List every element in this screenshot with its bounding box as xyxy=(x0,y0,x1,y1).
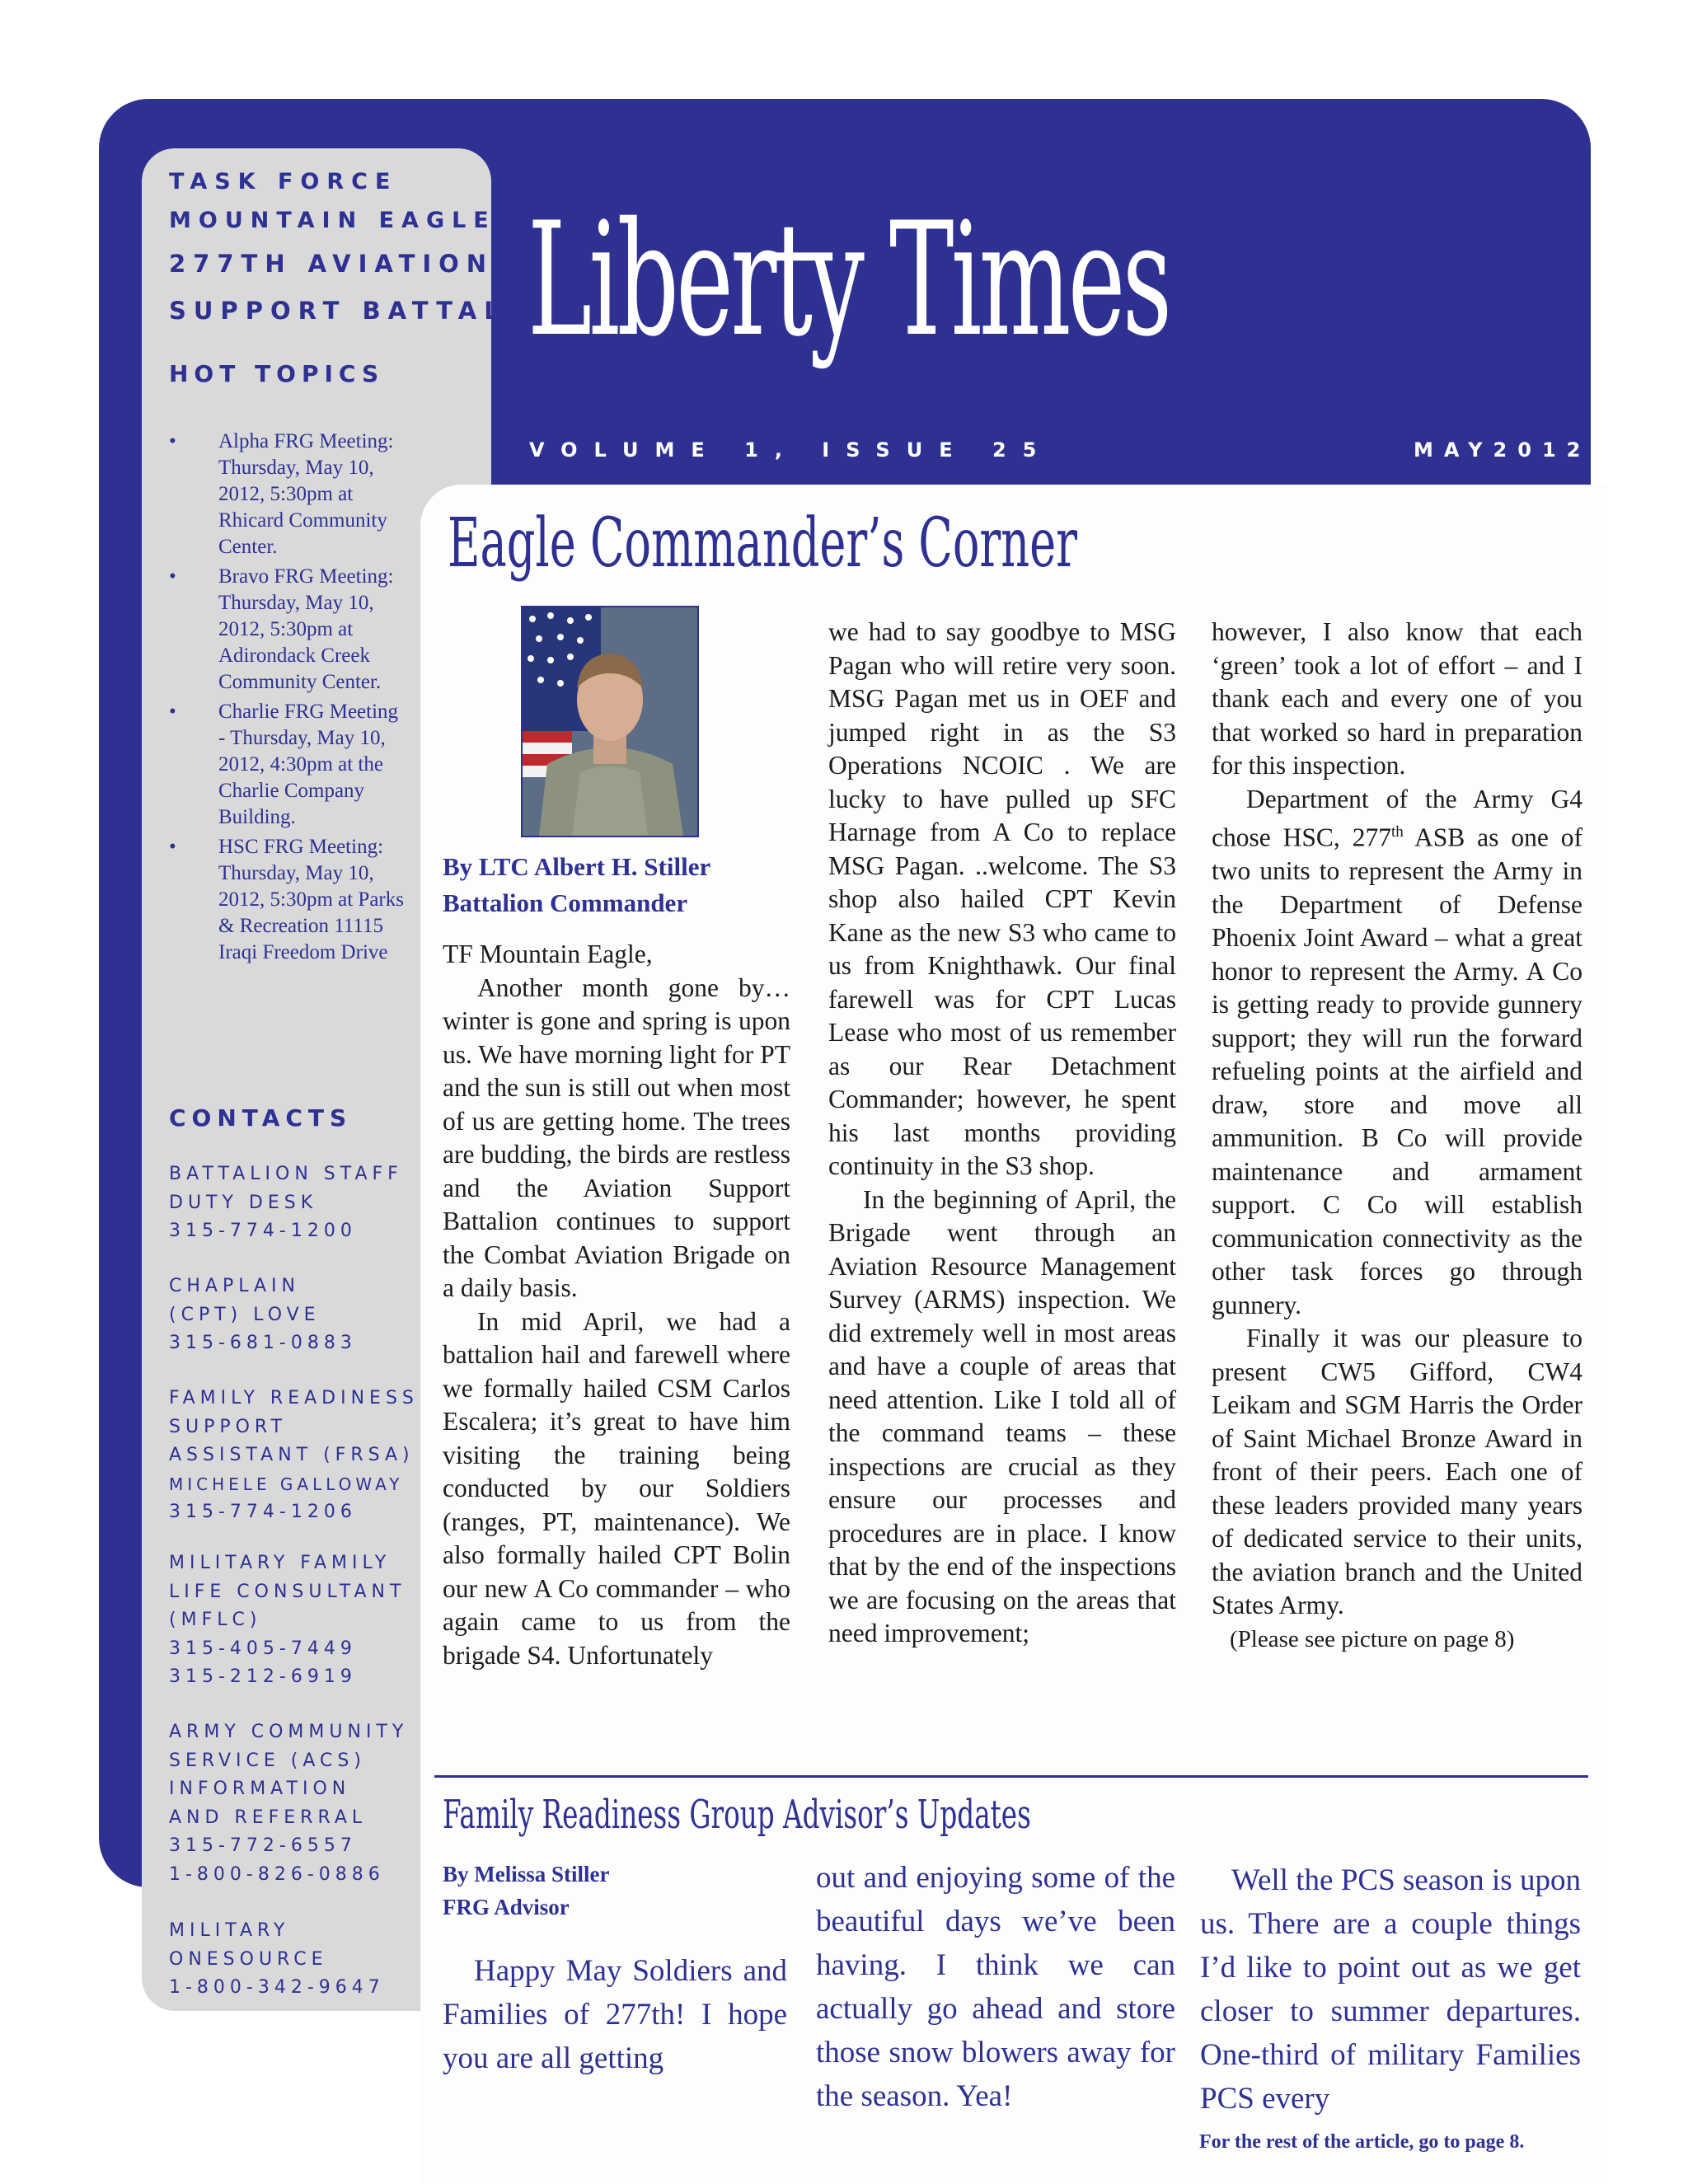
list-item xyxy=(169,834,408,966)
contact-phone: 315-774-1206 xyxy=(169,1502,357,1522)
contact-line: LIFE CONSULTANT xyxy=(169,1581,406,1602)
article-headline: Eagle Commander’s Corner xyxy=(448,504,1078,583)
bullet-icon: • xyxy=(169,565,176,588)
contact-phone: 1-800-342-9647 xyxy=(169,1977,385,1998)
unit-name-line-3: 277TH AVIATION xyxy=(169,250,495,278)
hot-topic-text: Alpha FRG Meeting: Thursday, May 10, 2012, 5:30pm at Rhicard Community Center. xyxy=(218,430,394,558)
contact-chaplain xyxy=(169,1272,357,1358)
article-paragraph: we had to say goodbye to MSG Pagan who will retire very soon. MSG Pagan met us in OEF and jumped right in as the S3 Operations NCOIC . We are lucky to have pulled up SFC Harnage from A Co to replace MSG Pagan. ..welcome. The S3 shop also hailed CPT Kevin Kane as the new S3 who came to us from Knighthawk. Our final farewell was for CPT Lucas Lease who most of us remember as our Rear Detachment Commander; however, he spent his last months providing continuity in the S3 shop. xyxy=(828,617,1176,1180)
contact-phone: 315-212-6919 xyxy=(169,1666,357,1687)
contact-line: (CPT) LOVE xyxy=(169,1304,321,1325)
continued-note: For the rest of the article, go to page 8. xyxy=(1199,2131,1525,2153)
contact-battalion-staff xyxy=(169,1160,403,1246)
article-byline xyxy=(443,849,789,921)
list-item xyxy=(169,699,408,831)
article-paragraph: Finally it was our pleasure to present CW5 Gifford, CW4 Leikam and SGM Harris the Order of Saint Michael Bronze Award in front of their peers. Each one of these leaders provided many years of dedicated service to their units, the aviation branch and the United States Army. xyxy=(1212,1324,1582,1619)
contact-line: AND REFERRAL xyxy=(169,1807,368,1828)
author-title: Battalion Commander xyxy=(443,888,688,917)
frg-column-1 xyxy=(443,1949,787,2080)
contact-line: BATTALION STAFF xyxy=(169,1164,403,1184)
contact-line: FAMILY READINESS xyxy=(169,1388,419,1408)
article-paragraph: however, I also know that each ‘green’ took a lot of effort – and I thank each and every one of you that worked so hard in preparation for this inspection. xyxy=(1212,617,1582,780)
contact-phone: 315-681-0883 xyxy=(169,1333,357,1353)
author-title: FRG Advisor xyxy=(443,1895,570,1919)
hot-topics-heading: HOT TOPICS xyxy=(169,360,385,387)
hot-topic-text: Charlie FRG Meeting - Thursday, May 10, 2012, 4:30pm at the Charlie Company Building. xyxy=(218,701,399,828)
article-paragraph: Well the PCS season is upon us. There are a couple things I’d like to point out as we get closer to summer departures. One-third of military Families PCS every xyxy=(1200,1863,1581,2116)
frg-column-2 xyxy=(816,1856,1175,2118)
contact-phone: 315-405-7449 xyxy=(169,1638,357,1659)
contact-line: SUPPORT xyxy=(169,1416,288,1437)
paragraph-text: ASB as one of two units to represent the Army in the Department of Defense Phoenix Joint Award – what a great honor to represent the Army. A Co is getting ready to provide gunnery support; they will run the forward refueling points at the airfield and draw, store and move all ammunition. B Co will provide maintenance and armament support. C Co will establish communication connectivity as the other task forces go through gunnery. xyxy=(1212,823,1583,1319)
ordinal-suffix: th xyxy=(1391,823,1404,841)
contact-mflc xyxy=(169,1549,406,1692)
contact-line: MILITARY xyxy=(169,1920,290,1941)
commander-portrait-image xyxy=(523,607,697,836)
contact-line: MICHELE GALLOWAY xyxy=(169,1474,404,1494)
hot-topic-text: HSC FRG Meeting: Thursday, May 10, 2012, 5:30pm at Parks & Recreation 11115 Iraqi Freedom Drive xyxy=(218,836,404,963)
list-item xyxy=(169,564,408,696)
section-divider xyxy=(434,1775,1588,1778)
contact-frsa xyxy=(169,1385,419,1527)
bullet-icon: • xyxy=(169,701,176,723)
article-column-1 xyxy=(443,938,790,1672)
article-column-2 xyxy=(828,616,1176,1651)
paragraph-text: Department of the Army G4 chose HSC, 277 xyxy=(1212,784,1582,852)
frg-byline xyxy=(443,1858,609,1924)
bullet-icon: • xyxy=(169,430,176,452)
contacts-heading: CONTACTS xyxy=(169,1104,353,1132)
contact-phone: 1-800-826-0886 xyxy=(169,1863,385,1885)
frg-column-3 xyxy=(1200,1858,1581,2121)
contact-line: DUTY DESK xyxy=(169,1192,318,1213)
hot-topics-list xyxy=(169,429,408,969)
article-paragraph: Another month gone by… winter is gone and spring is upon us. We have morning light for PT and the sun is still out when most of us are getting home. The trees are budding, the birds are restless and the Aviation Support Battalion continues to support the Combat Aviation Brigade on a daily basis. xyxy=(443,972,790,1302)
contact-phone: 315-772-6557 xyxy=(169,1835,357,1856)
contact-line: INFORMATION xyxy=(169,1779,351,1799)
article-paragraph xyxy=(1212,783,1582,1323)
photo-note: (Please see picture on page 8) xyxy=(1230,1625,1515,1652)
hot-topic-text: Bravo FRG Meeting: Thursday, May 10, 2012, 5:30pm at Adirondack Creek Community Center. xyxy=(218,565,394,693)
contact-line: SERVICE (ACS) xyxy=(169,1750,366,1771)
article-column-3 xyxy=(1212,616,1582,1656)
contact-line: (MFLC) xyxy=(169,1610,262,1630)
contact-line: ASSISTANT (FRSA) xyxy=(169,1445,415,1465)
salutation: TF Mountain Eagle, xyxy=(443,940,653,968)
contact-phone: 315-774-1200 xyxy=(169,1221,357,1241)
volume-issue: VOLUME 1, ISSUE 25 xyxy=(529,438,1053,462)
article-paragraph: out and enjoying some of the beautiful days we’ve been having. I think we can actually go ahead and store those snow blowers away for the season. Yea! xyxy=(816,1861,1175,2113)
contact-line: MILITARY FAMILY xyxy=(169,1553,392,1573)
contact-line: ARMY COMMUNITY xyxy=(169,1722,409,1742)
article-paragraph: In the beginning of April, the Brigade went through an Aviation Resource Management Survey (ARMS) inspection. We did extremely well in most areas and have a couple of areas that need attention. Like I told all of the command teams – these inspections are crucial as they ensure our processes and procedures are in place. I know that by the end of the inspections we are focusing on the areas that need improvement; xyxy=(828,1184,1176,1647)
unit-name-line-4: SUPPORT BATTALION xyxy=(169,297,579,325)
article-paragraph: In mid April, we had a battalion hail and farewell where we formally hailed CSM Carlos Escalera; it’s great to have him visiting the training being conducted by our Soldiers (ranges, PT, maintenance). We also formally hailed CPT Bolin our new A Co commander – who again came to us from the brigade S4. Unfortunately xyxy=(443,1306,790,1670)
commander-photo xyxy=(521,606,699,837)
contact-line: CHAPLAIN xyxy=(169,1276,300,1296)
author-name: By Melissa Stiller xyxy=(443,1862,610,1886)
contact-military-onesource xyxy=(169,1917,385,2003)
contact-acs xyxy=(169,1718,408,1889)
newsletter-title: Liberty Times xyxy=(528,189,1170,371)
unit-name-line-2: MOUNTAIN EAGLE xyxy=(169,208,496,233)
bullet-icon: • xyxy=(169,836,176,858)
frg-headline: Family Readiness Group Advisor’s Updates xyxy=(443,1792,1031,1838)
contact-line: ONESOURCE xyxy=(169,1948,328,1970)
article-paragraph: Happy May Soldiers and Families of 277th! I hope you are all getting xyxy=(443,1954,787,2075)
author-name: By LTC Albert H. Stiller xyxy=(443,852,711,881)
list-item xyxy=(169,429,408,560)
unit-name-line-1: TASK FORCE xyxy=(169,169,398,194)
issue-date: MAY2012 xyxy=(1414,438,1592,462)
